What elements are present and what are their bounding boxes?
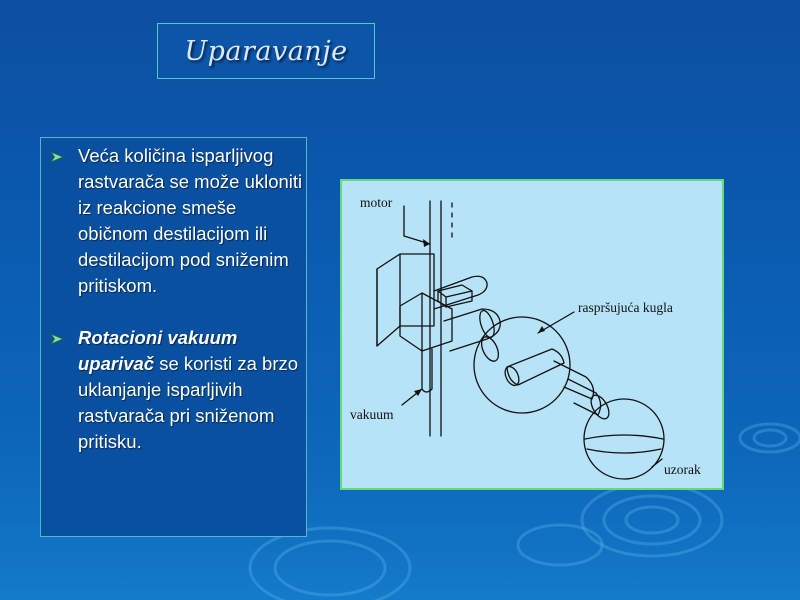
rotary-evaporator-diagram	[340, 179, 724, 490]
label-spray-ball: raspršujuća kugla	[578, 300, 673, 315]
bullet-text-box	[40, 137, 307, 537]
bullet-bold-text: Rotacioni vakuum uparivač	[78, 327, 238, 374]
rotary-evaporator-drawing	[342, 181, 722, 488]
slide-title: Uparavanje	[184, 35, 348, 67]
bullet-text: Veća količina isparljivog rastvarača se može ukloniti iz reakcione smeše običnom destilacijom ili destilacijom pod sniženim pritiskom.	[78, 145, 303, 296]
bullet-list	[41, 143, 306, 455]
bullet-item	[41, 325, 306, 455]
arrow-bullet-icon	[50, 333, 64, 345]
label-sample: uzorak	[664, 462, 701, 477]
bullet-item	[41, 143, 306, 299]
label-vacuum: vakuum	[350, 407, 394, 422]
title-box	[157, 23, 375, 79]
label-motor: motor	[360, 195, 393, 210]
arrow-bullet-icon	[50, 151, 64, 163]
bullet-text: se koristi za brzo uklanjanje isparljivih rastvarača pri sniženom pritisku.	[78, 353, 299, 452]
